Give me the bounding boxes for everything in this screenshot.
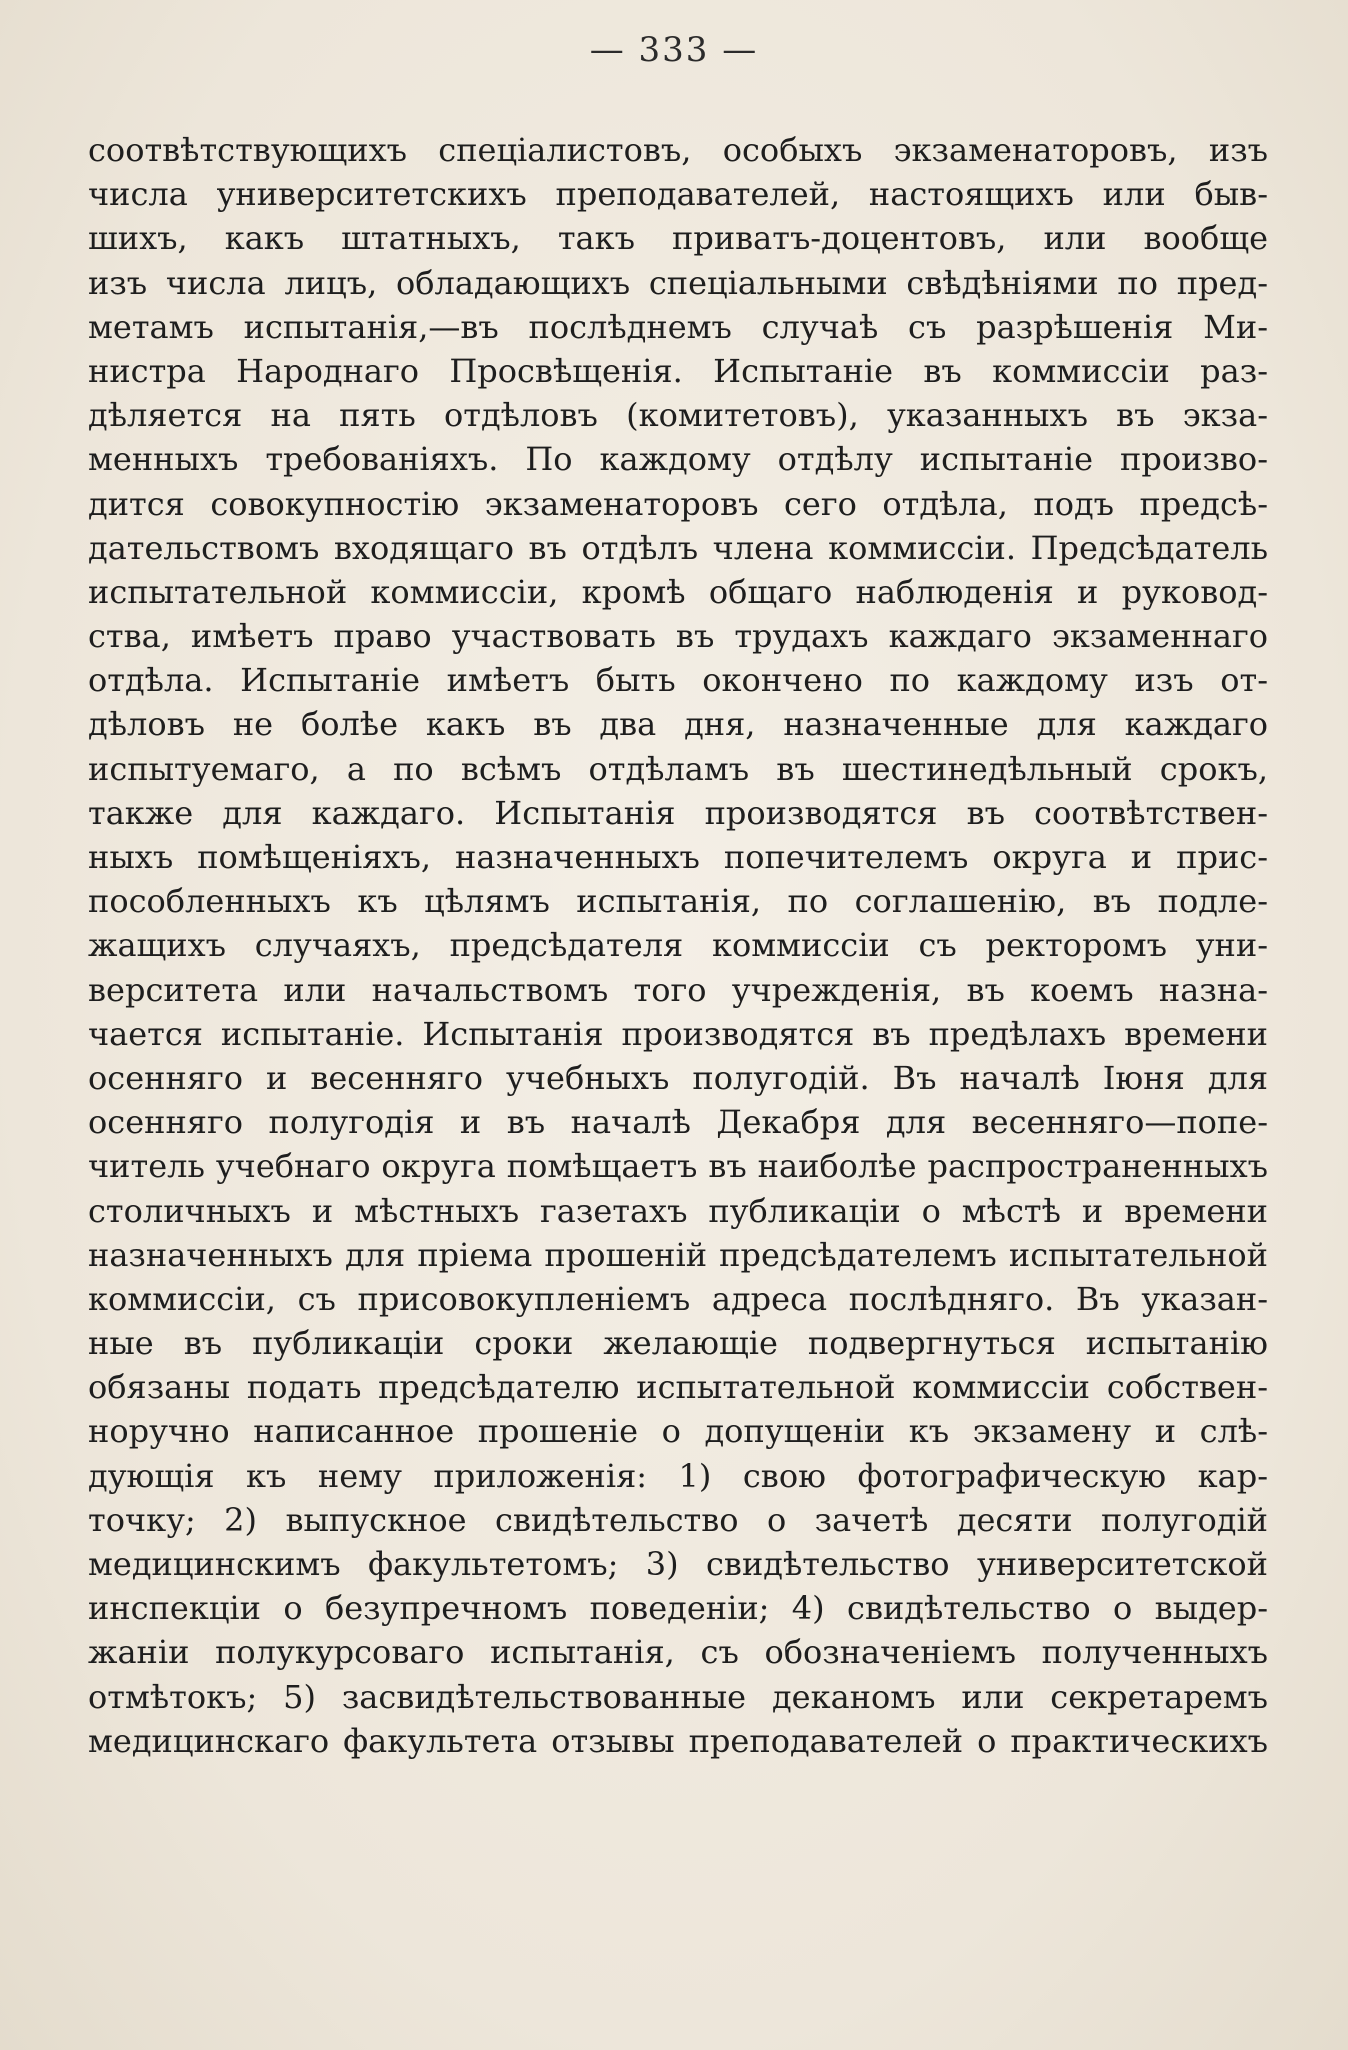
text-line: верситета или начальствомъ того учрежденія, въ коемъ назна- (88, 970, 1268, 1009)
body-text (88, 128, 1268, 1763)
page-number: — 333 — (589, 30, 759, 70)
text-line: отмѣтокъ; 5) засвидѣтельствованные деканомъ или секретаремъ (88, 1677, 1268, 1716)
text-line: нистра Народнаго Просвѣщенія. Испытаніе въ коммиссіи раз- (88, 351, 1268, 390)
text-line: осенняго полугодія и въ началѣ Декабря для весенняго—попе- (88, 1103, 1268, 1142)
text-line: читель учебнаго округа помѣщаетъ въ наиболѣе распространенныхъ (88, 1147, 1268, 1186)
text-line: коммиссіи, съ присовокупленіемъ адреса послѣдняго. Въ указан- (88, 1279, 1268, 1318)
text-line: медицинскаго факультета отзывы преподавателей о практическихъ (88, 1721, 1268, 1760)
text-line: инспекціи о безупречномъ поведеніи; 4) свидѣтельство о выдер- (88, 1589, 1268, 1628)
text-line: изъ числа лицъ, обладающихъ спеціальными свѣдѣніями по пред- (88, 263, 1268, 302)
text-line: столичныхъ и мѣстныхъ газетахъ публикаціи о мѣстѣ и времени (88, 1191, 1268, 1230)
text-line: также для каждаго. Испытанія производятся въ соотвѣтствен- (88, 793, 1268, 832)
text-line: дательствомъ входящаго въ отдѣлъ члена коммиссіи. Предсѣдатель (88, 528, 1268, 567)
text-line: жащихъ случаяхъ, предсѣдателя коммиссіи съ ректоромъ уни- (88, 926, 1268, 965)
text-line: обязаны подать предсѣдателю испытательной коммиссіи собствен- (88, 1368, 1268, 1407)
text-line: точку; 2) выпускное свидѣтельство о зачетѣ десяти полугодій (88, 1500, 1268, 1539)
text-line: назначенныхъ для пріема прошеній предсѣдателемъ испытательной (88, 1235, 1268, 1274)
text-line: дится совокупностію экзаменаторовъ сего отдѣла, подъ предсѣ- (88, 484, 1268, 523)
text-line: соотвѣтствующихъ спеціалистовъ, особыхъ экзаменаторовъ, изъ (88, 131, 1268, 169)
text-line: жаніи полукурсоваго испытанія, съ обозначеніемъ полученныхъ (88, 1633, 1268, 1672)
text-line: осенняго и весенняго учебныхъ полугодій. Въ началѣ Іюня для (88, 1058, 1268, 1097)
text-line: ства, имѣетъ право участвовать въ трудахъ каждаго экзаменнаго (88, 617, 1268, 656)
text-line: пособленныхъ къ цѣлямъ испытанія, по соглашенію, въ подле- (88, 882, 1268, 921)
text-line: числа университетскихъ преподавателей, настоящихъ или быв- (88, 175, 1268, 214)
text-line: ныхъ помѣщеніяхъ, назначенныхъ попечителемъ округа и прис- (88, 838, 1268, 876)
text-line: дѣловъ не болѣе какъ въ два дня, назначенные для каждаго (88, 705, 1268, 744)
text-line: шихъ, какъ штатныхъ, такъ приватъ-доцентовъ, или вообще (88, 219, 1268, 258)
text-line: медицинскимъ факультетомъ; 3) свидѣтельство университетской (88, 1545, 1268, 1583)
text-line: норучно написанное прошеніе о допущеніи къ экзамену и слѣ- (88, 1412, 1268, 1451)
text-line: метамъ испытанія,—въ послѣднемъ случаѣ съ разрѣшенія Ми- (88, 307, 1268, 346)
text-line: менныхъ требованіяхъ. По каждому отдѣлу испытаніе произво- (88, 440, 1268, 479)
text-line: ные въ публикаціи сроки желающіе подвергнуться испытанію (88, 1324, 1268, 1363)
text-line: дѣляется на пять отдѣловъ (комитетовъ), указанныхъ въ экза- (88, 396, 1268, 435)
text-line: испытательной коммиссіи, кромѣ общаго наблюденія и руковод- (88, 572, 1268, 611)
text-line: испытуемаго, а по всѣмъ отдѣламъ въ шестинедѣльный срокъ, (88, 749, 1268, 788)
text-line: дующія къ нему приложенія: 1) свою фотографическую кар- (88, 1456, 1268, 1495)
text-line: чается испытаніе. Испытанія производятся въ предѣлахъ времени (88, 1014, 1268, 1053)
text-line: отдѣла. Испытаніе имѣетъ быть окончено по каждому изъ от- (88, 661, 1268, 700)
